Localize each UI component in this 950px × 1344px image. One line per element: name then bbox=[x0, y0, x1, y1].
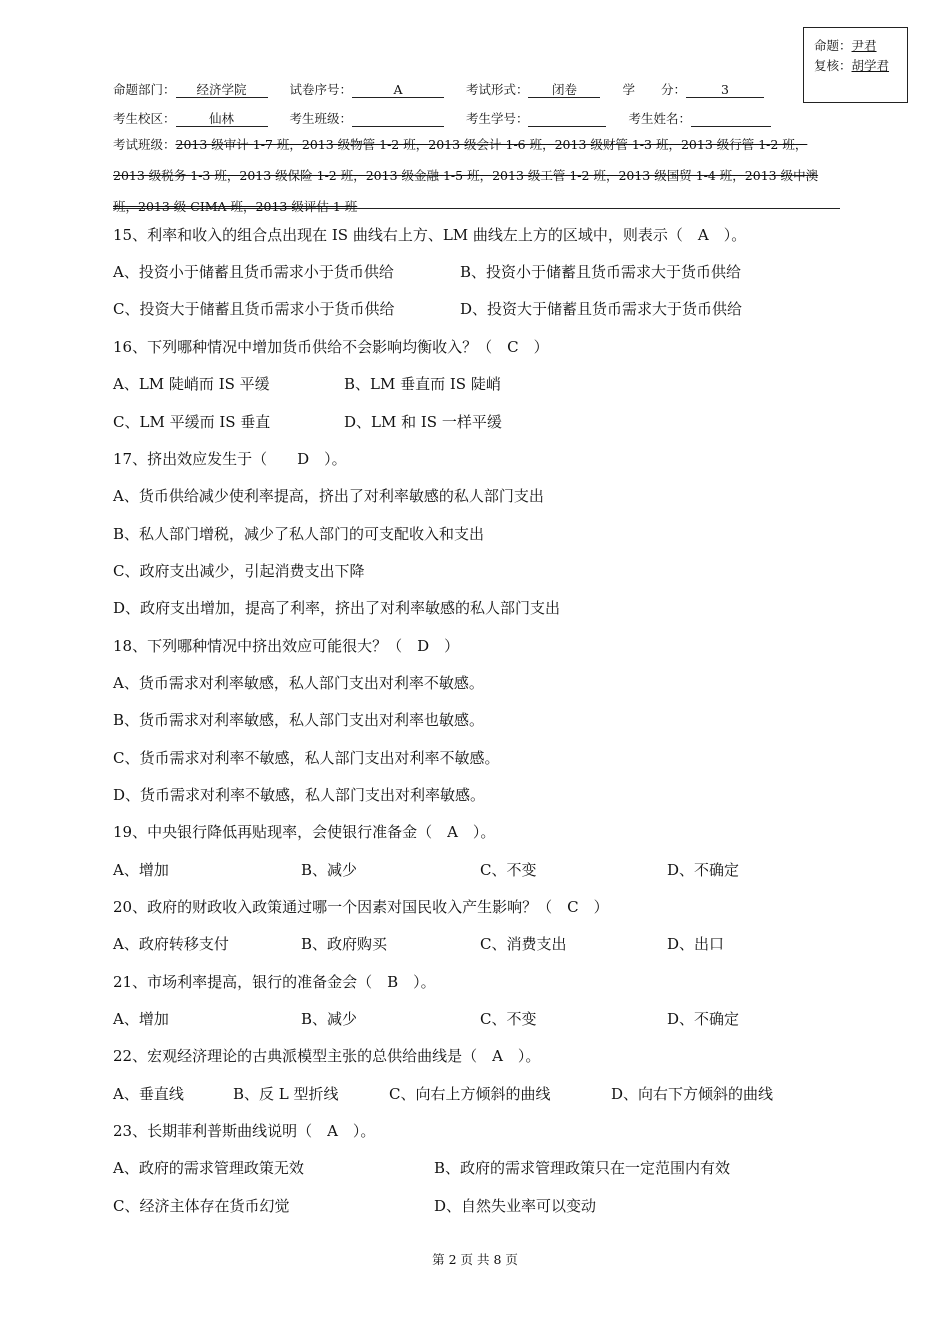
setter-label: 命题： bbox=[814, 38, 852, 53]
dept-value: 经济学院 bbox=[176, 83, 268, 98]
header-divider bbox=[113, 208, 840, 209]
q19-option-c: C、不变 bbox=[480, 861, 537, 879]
question-23: 23、长期菲利普斯曲线说明（ A ）。 bbox=[113, 1122, 376, 1140]
reviewer-name: 胡学君 bbox=[851, 58, 890, 73]
question-22: 22、宏观经济理论的古典派模型主张的总供给曲线是（ A ）。 bbox=[113, 1047, 541, 1065]
q22-option-b: B、反 L 型折线 bbox=[233, 1085, 339, 1103]
question-20: 20、政府的财政收入政策通过哪一个因素对国民收入产生影响？（ C ） bbox=[113, 898, 609, 916]
campus-label: 考生校区： bbox=[113, 111, 176, 126]
q18-option-a: A、货币需求对利率敏感，私人部门支出对利率不敏感。 bbox=[113, 674, 484, 692]
student-no-label: 考生学号： bbox=[465, 111, 529, 126]
q23-option-b: B、政府的需求管理政策只在一定范围内有效 bbox=[434, 1159, 731, 1177]
q18-option-b: B、货币需求对利率敏感，私人部门支出对利率也敏感。 bbox=[113, 711, 485, 729]
q21-option-b: B、减少 bbox=[301, 1010, 358, 1028]
q23-option-d: D、自然失业率可以变动 bbox=[434, 1197, 597, 1215]
exam-type-label: 考试形式： bbox=[465, 82, 529, 97]
q20-option-d: D、出口 bbox=[667, 935, 725, 953]
class-field[interactable] bbox=[352, 112, 444, 127]
q21-option-d: D、不确定 bbox=[667, 1010, 740, 1028]
exam-classes-label: 考试班级： bbox=[113, 137, 176, 152]
credit-label-1: 学 bbox=[622, 82, 635, 97]
q18-option-d: D、货币需求对利率不敏感，私人部门支出对利率敏感。 bbox=[113, 786, 486, 804]
student-name-field[interactable] bbox=[691, 112, 771, 127]
q17-option-d: D、政府支出增加，提高了利率，挤出了对利率敏感的私人部门支出 bbox=[113, 599, 561, 617]
classes-line-3: 班，2013 级 CIMA 班，2013 级评估 1 班 bbox=[113, 199, 358, 214]
q16-option-b: B、LM 垂直而 IS 陡峭 bbox=[344, 375, 501, 393]
classes-line-2: 2013 级税务 1-3 班，2013 级保险 1-2 班，2013 级金融 1-5 班，2013 级工管 1-2 班，2013 级国贸 1-4 班，2013 级中澳 bbox=[113, 168, 819, 183]
q15-option-b: B、投资小于储蓄且货币需求大于货币供给 bbox=[460, 263, 742, 281]
q15-option-c: C、投资大于储蓄且货币需求小于货币供给 bbox=[113, 300, 395, 318]
q17-option-a: A、货币供给减少使利率提高，挤出了对利率敏感的私人部门支出 bbox=[113, 487, 544, 505]
paper-no-value: A bbox=[352, 83, 444, 98]
q20-option-c: C、消费支出 bbox=[480, 935, 567, 953]
q16-option-a: A、LM 陡峭而 IS 平缓 bbox=[113, 375, 270, 393]
header-row-1 bbox=[113, 80, 764, 98]
campus-value: 仙林 bbox=[176, 112, 268, 127]
q18-option-c: C、货币需求对利率不敏感，私人部门支出对利率不敏感。 bbox=[113, 749, 500, 767]
question-19: 19、中央银行降低再贴现率，会使银行准备金（ A ）。 bbox=[113, 823, 496, 841]
q21-option-a: A、增加 bbox=[113, 1010, 169, 1028]
setter-name: 尹君 bbox=[851, 38, 877, 53]
dept-label: 命题部门： bbox=[113, 82, 176, 97]
q20-option-b: B、政府购买 bbox=[301, 935, 388, 953]
q19-option-d: D、不确定 bbox=[667, 861, 740, 879]
question-17: 17、挤出效应发生于（ D ）。 bbox=[113, 450, 347, 468]
credit-label-2: 分： bbox=[660, 82, 686, 97]
student-name-label: 考生姓名： bbox=[628, 111, 691, 126]
question-18: 18、下列哪种情况中挤出效应可能很大？（ D ） bbox=[113, 637, 460, 655]
q23-option-a: A、政府的需求管理政策无效 bbox=[113, 1159, 304, 1177]
q23-option-c: C、经济主体存在货币幻觉 bbox=[113, 1197, 290, 1215]
q16-option-d: D、LM 和 IS 一样平缓 bbox=[344, 413, 502, 431]
q21-option-c: C、不变 bbox=[480, 1010, 537, 1028]
question-16: 16、下列哪种情况中增加货币供给不会影响均衡收入？（ C ） bbox=[113, 338, 549, 356]
q19-option-a: A、增加 bbox=[113, 861, 169, 879]
credit-value: 3 bbox=[686, 83, 764, 98]
class-label: 考生班级： bbox=[289, 111, 352, 126]
q16-option-c: C、LM 平缓而 IS 垂直 bbox=[113, 413, 271, 431]
q22-option-a: A、垂直线 bbox=[113, 1085, 184, 1103]
q22-option-d: D、向右下方倾斜的曲线 bbox=[611, 1085, 774, 1103]
paper-no-label: 试卷序号： bbox=[289, 82, 352, 97]
page-number: 第 2 页 共 8 页 bbox=[432, 1252, 518, 1267]
q17-option-b: B、私人部门增税，减少了私人部门的可支配收入和支出 bbox=[113, 525, 485, 543]
reviewer-box bbox=[803, 27, 908, 103]
q22-option-c: C、向右上方倾斜的曲线 bbox=[389, 1085, 551, 1103]
q19-option-b: B、减少 bbox=[301, 861, 358, 879]
q15-option-d: D、投资大于储蓄且货币需求大于货币供给 bbox=[460, 300, 743, 318]
header-row-2 bbox=[113, 109, 771, 127]
question-15: 15、利率和收入的组合点出现在 IS 曲线右上方、LM 曲线左上方的区域中，则表示（ A ）。 bbox=[113, 226, 747, 244]
classes-line-1: 2013 级审计 1-7 班，2013 级物管 1-2 班，2013 级会计 1-6 班，2013 级财管 1-3 班，2013 级行管 1-2 班， bbox=[175, 137, 808, 152]
q20-option-a: A、政府转移支付 bbox=[113, 935, 229, 953]
q15-option-a: A、投资小于储蓄且货币需求小于货币供给 bbox=[113, 263, 394, 281]
question-21: 21、市场利率提高，银行的准备金会（ B ）。 bbox=[113, 973, 436, 991]
exam-type-value: 闭卷 bbox=[528, 83, 600, 98]
q17-option-c: C、政府支出减少，引起消费支出下降 bbox=[113, 562, 365, 580]
reviewer-label: 复核： bbox=[814, 58, 852, 73]
exam-classes bbox=[113, 136, 840, 216]
student-no-field[interactable] bbox=[528, 112, 606, 127]
